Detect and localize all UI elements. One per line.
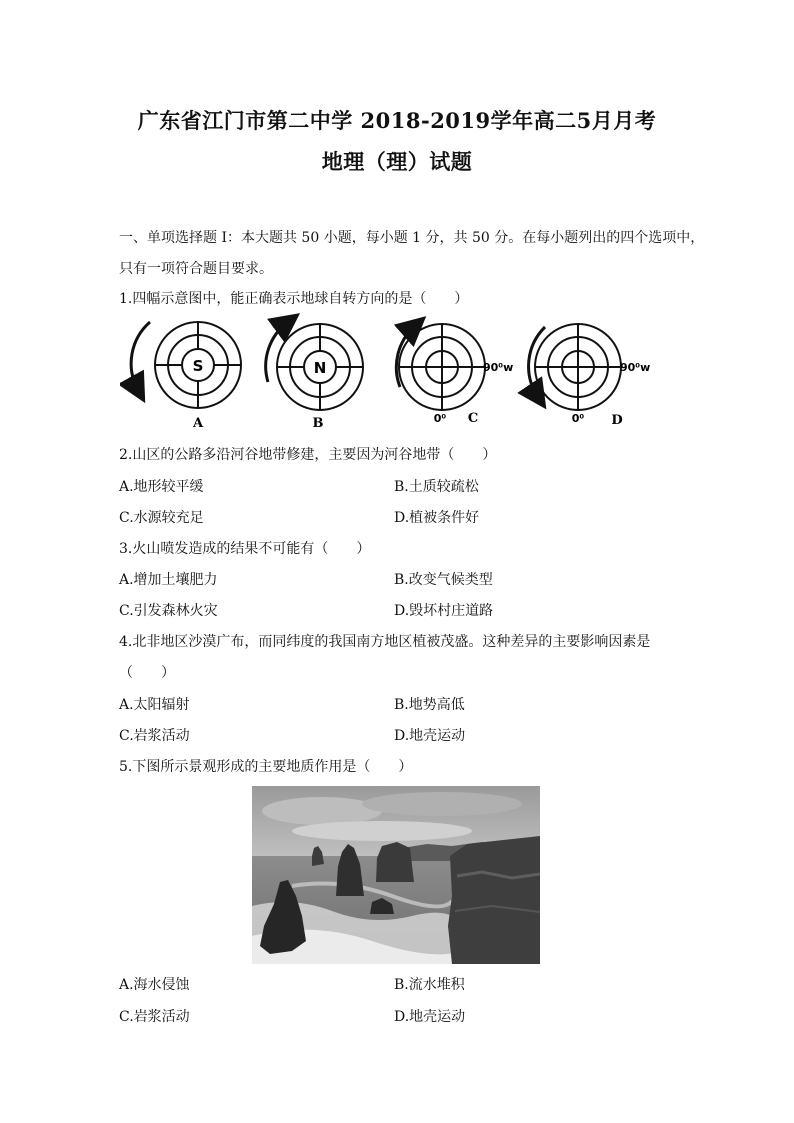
section-intro-line-1: 一、单项选择题 I：本大题共 50 小题，每小题 1 分，共 50 分。在每小题列出的四个选项中，: [119, 230, 705, 246]
question-1-stem: 1.四幅示意图中，能正确表示地球自转方向的是（ ）: [119, 291, 469, 307]
question-2-option-b: B.土质较疏松: [394, 479, 479, 495]
question-3-option-d: D.毁坏村庄道路: [394, 603, 494, 619]
question-4-option-b: B.地势高低: [394, 697, 465, 713]
section-intro-line-2: 只有一项符合题目要求。: [119, 261, 273, 277]
panel-a-center-label: S: [192, 357, 204, 375]
coastal-landscape-photo: [252, 786, 540, 964]
panel-b-letter: B: [312, 416, 324, 431]
rotation-arrow-d: [529, 327, 545, 397]
question-3-option-a: A.增加土壤肥力: [119, 572, 218, 588]
question-4-option-d: D.地壳运动: [394, 728, 466, 744]
question-5-option-c: C.岩浆活动: [119, 1009, 190, 1025]
question-5-stem: 5.下图所示景观形成的主要地质作用是（ ）: [119, 759, 413, 775]
exam-title: 广东省江门市第二中学 2018-2019学年高二5月月考: [137, 108, 657, 133]
question-4-option-c: C.岩浆活动: [119, 728, 190, 744]
question-3-option-c: C.引发森林火灾: [119, 603, 218, 619]
question-2-option-a: A.地形较平缓: [119, 479, 204, 495]
panel-c-side-label: 90⁰w: [483, 361, 514, 374]
question-5-option-b: B.流水堆积: [394, 977, 465, 993]
question-3-option-b: B.改变气候类型: [394, 572, 493, 588]
rotation-diagram: [120, 312, 660, 432]
question-5-option-a: A.海水侵蚀: [119, 977, 190, 993]
panel-d: [529, 324, 651, 428]
panel-a: [131, 322, 241, 431]
panel-b-center-label: N: [313, 359, 327, 377]
panel-d-letter: D: [611, 413, 623, 428]
rotation-arrow-a: [131, 322, 150, 390]
panel-d-side-label: 90⁰w: [620, 361, 651, 374]
question-5-option-d: D.地壳运动: [394, 1009, 466, 1025]
panel-a-letter: A: [192, 416, 204, 431]
question-2-stem: 2.山区的公路多沿河谷地带修建，主要因为河谷地带（ ）: [119, 447, 497, 463]
question-3-stem: 3.火山喷发造成的结果不可能有（ ）: [119, 541, 371, 557]
question-4-stem: 4.北非地区沙漠广布，而同纬度的我国南方地区植被茂盛。这种差异的主要影响因素是: [119, 634, 651, 650]
panel-c-bottom-label: 0⁰: [433, 412, 447, 425]
question-4-stem-cont: （ ）: [119, 665, 175, 681]
question-2-option-d: D.植被条件好: [394, 510, 480, 526]
question-2-option-c: C.水源较充足: [119, 510, 204, 526]
question-4-option-a: A.太阳辐射: [119, 697, 190, 713]
panel-d-bottom-label: 0⁰: [571, 412, 585, 425]
panel-c-letter: C: [467, 411, 479, 426]
panel-b: [266, 322, 363, 431]
exam-subtitle: 地理（理）试题: [321, 149, 473, 174]
panel-c: [396, 324, 513, 426]
